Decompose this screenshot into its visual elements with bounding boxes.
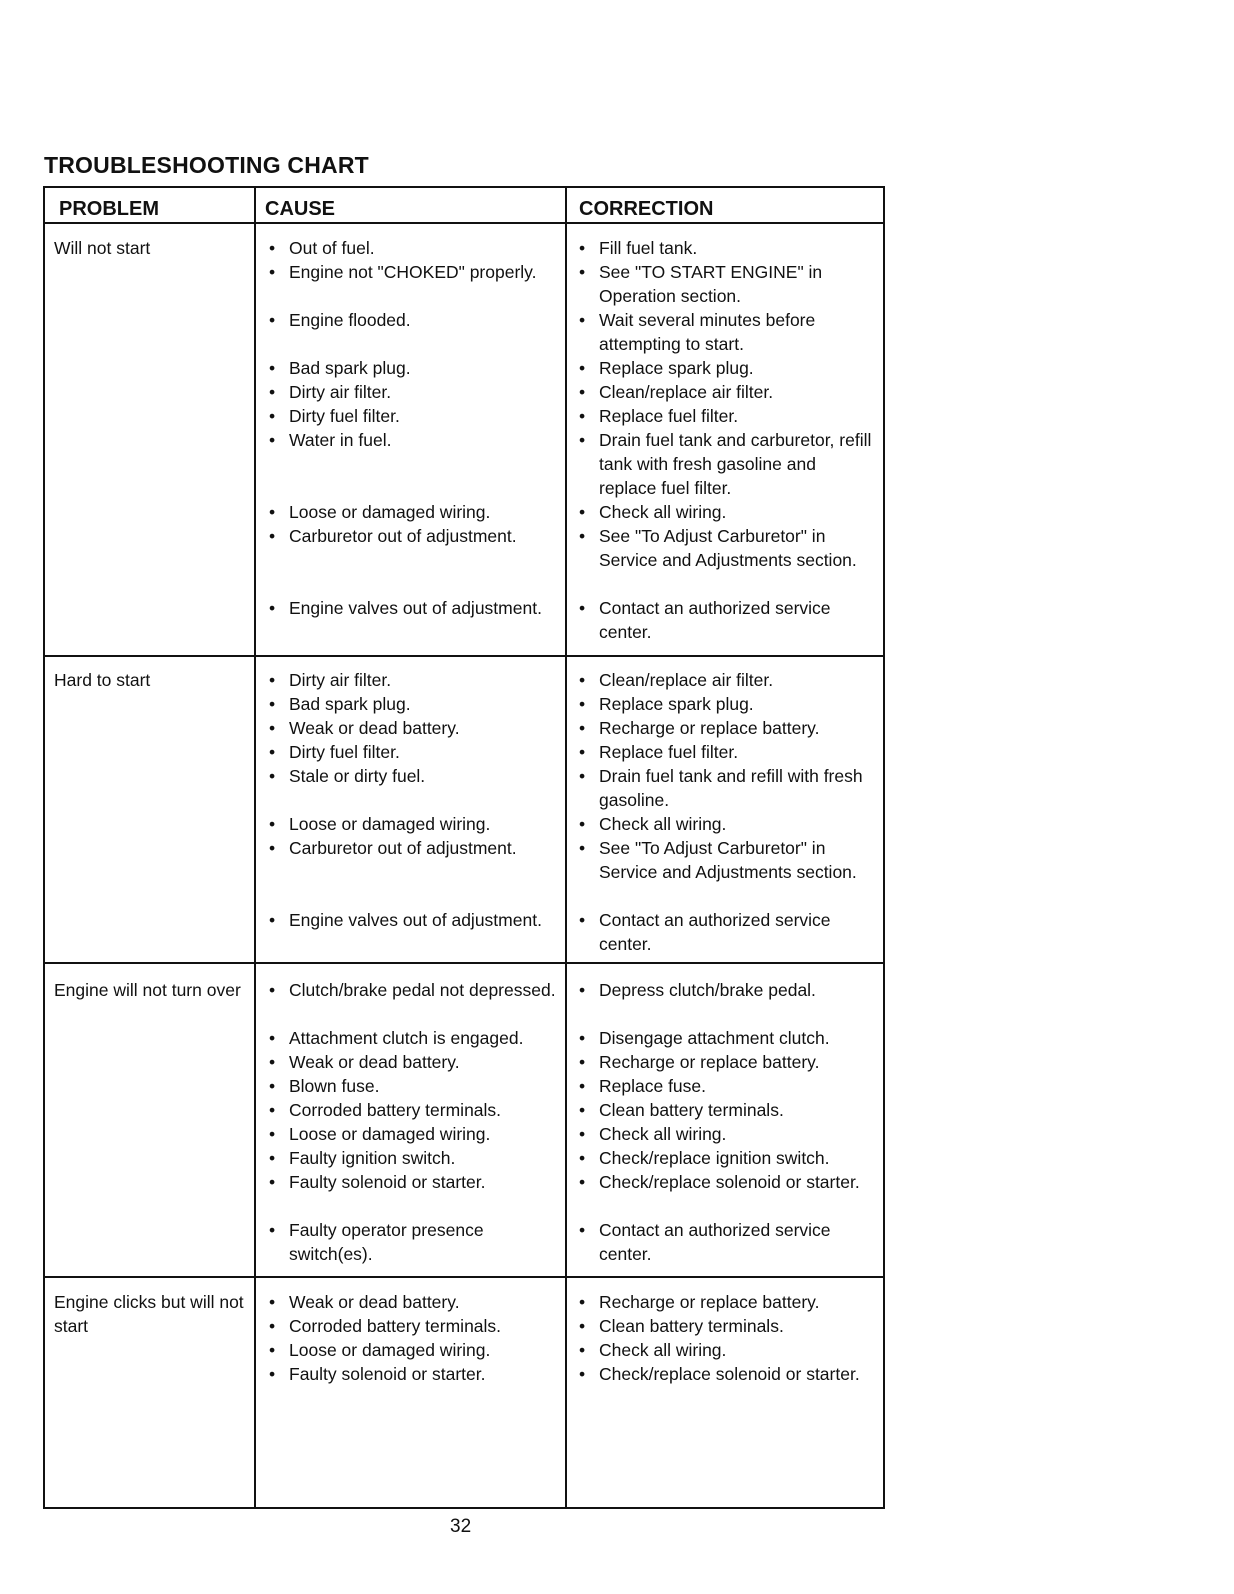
bullet-icon: • — [269, 1124, 276, 1144]
list-item: • Corroded battery terminals. — [269, 1316, 502, 1336]
list-item: • See "To Adjust Carburetor" in Service and Adjustments section. — [579, 838, 857, 882]
bullet-icon: • — [269, 980, 276, 1000]
cause-list — [265, 668, 565, 958]
list-item: • Recharge or replace battery. — [579, 718, 820, 738]
list-item: • Corroded battery terminals. — [269, 1100, 502, 1120]
bullet-icon: • — [579, 1028, 586, 1048]
bullet-icon: • — [269, 814, 276, 834]
list-item: • Replace fuel filter. — [579, 742, 739, 762]
bullet-icon: • — [269, 694, 276, 714]
list-item: • Attachment clutch is engaged. — [269, 1028, 524, 1048]
bullet-icon: • — [579, 262, 586, 282]
list-item: • Engine valves out of adjustment. — [269, 598, 542, 618]
list-item: • Carburetor out of adjustment. — [269, 526, 517, 546]
bullet-icon: • — [269, 1028, 276, 1048]
list-item: • Check all wiring. — [579, 502, 727, 522]
list-item: • Dirty fuel filter. — [269, 742, 400, 762]
cause-list — [265, 236, 565, 646]
list-item: • Fill fuel tank. — [579, 238, 698, 258]
list-item: • Faulty operator presence switch(es). — [269, 1220, 484, 1264]
bullet-icon: • — [269, 1172, 276, 1192]
page-number: 32 — [450, 1516, 472, 1537]
list-item: • Recharge or replace battery. — [579, 1292, 820, 1312]
list-item: • Recharge or replace battery. — [579, 1052, 820, 1072]
bullet-icon: • — [269, 310, 276, 330]
bullet-icon: • — [269, 1076, 276, 1096]
column-divider — [565, 188, 567, 1507]
bullet-icon: • — [579, 1148, 586, 1168]
list-item: • Clean battery terminals. — [579, 1316, 784, 1336]
header-problem: PROBLEM — [59, 198, 159, 220]
list-item: • Weak or dead battery. — [269, 1292, 460, 1312]
list-item: • Weak or dead battery. — [269, 1052, 460, 1072]
list-item: • Replace fuel filter. — [579, 406, 739, 426]
row-divider — [45, 1276, 883, 1278]
bullet-icon: • — [269, 238, 276, 258]
bullet-icon: • — [269, 502, 276, 522]
list-item: • Depress clutch/brake pedal. — [579, 980, 816, 1000]
problem-hard-to-start: Hard to start — [54, 670, 151, 690]
bullet-icon: • — [269, 1052, 276, 1072]
list-item: • Replace spark plug. — [579, 358, 754, 378]
bullet-icon: • — [269, 1364, 276, 1384]
correction-list — [575, 1290, 875, 1490]
list-item: • Blown fuse. — [269, 1076, 380, 1096]
problem-engine-clicks-but-will-not-start: Engine clicks but will not start — [54, 1292, 244, 1336]
correction-list — [575, 668, 875, 958]
column-divider — [254, 188, 256, 1507]
bullet-icon: • — [269, 1316, 276, 1336]
chart-title: TROUBLESHOOTING CHART — [44, 152, 369, 178]
bullet-icon: • — [269, 910, 276, 930]
bullet-icon: • — [269, 766, 276, 786]
list-item: • Faulty solenoid or starter. — [269, 1364, 486, 1384]
bullet-icon: • — [579, 382, 586, 402]
bullet-icon: • — [579, 694, 586, 714]
bullet-icon: • — [579, 1100, 586, 1120]
list-item: • Loose or damaged wiring. — [269, 1124, 491, 1144]
list-item: • Drain fuel tank and carburetor, refill tank with fresh gasoline and replace fuel filter. — [579, 430, 872, 498]
list-item: • Disengage attachment clutch. — [579, 1028, 830, 1048]
list-item: • Engine valves out of adjustment. — [269, 910, 542, 930]
problem-will-not-start: Will not start — [54, 238, 151, 258]
bullet-icon: • — [269, 526, 276, 546]
list-item: • Check/replace solenoid or starter. — [579, 1364, 860, 1384]
list-item: • Clean battery terminals. — [579, 1100, 784, 1120]
list-item: • Wait several minutes before attempting to start. — [579, 310, 816, 354]
list-item: • Clean/replace air filter. — [579, 670, 774, 690]
list-item: • Check all wiring. — [579, 1124, 727, 1144]
bullet-icon: • — [269, 838, 276, 858]
cause-list — [265, 978, 565, 1268]
list-item: • Engine not "CHOKED" properly. — [269, 262, 537, 282]
bullet-icon: • — [579, 1124, 586, 1144]
bullet-icon: • — [579, 766, 586, 786]
correction-list — [575, 236, 875, 646]
bullet-icon: • — [269, 262, 276, 282]
list-item: • Replace spark plug. — [579, 694, 754, 714]
bullet-icon: • — [269, 670, 276, 690]
bullet-icon: • — [579, 814, 586, 834]
list-item: • Bad spark plug. — [269, 358, 411, 378]
bullet-icon: • — [579, 430, 586, 450]
bullet-icon: • — [269, 1148, 276, 1168]
bullet-icon: • — [579, 838, 586, 858]
row-divider — [45, 655, 883, 657]
bullet-icon: • — [579, 598, 586, 618]
list-item: • Engine flooded. — [269, 310, 411, 330]
bullet-icon: • — [269, 742, 276, 762]
list-item: • Replace fuse. — [579, 1076, 707, 1096]
bullet-icon: • — [269, 1340, 276, 1360]
bullet-icon: • — [579, 910, 586, 930]
bullet-icon: • — [579, 1292, 586, 1312]
bullet-icon: • — [579, 1172, 586, 1192]
list-item: • Check/replace solenoid or starter. — [579, 1172, 860, 1192]
bullet-icon: • — [579, 1316, 586, 1336]
header-divider — [45, 222, 883, 224]
bullet-icon: • — [579, 1076, 586, 1096]
bullet-icon: • — [579, 1364, 586, 1384]
list-item: • Check/replace ignition switch. — [579, 1148, 830, 1168]
list-item: • Bad spark plug. — [269, 694, 411, 714]
list-item: • Check all wiring. — [579, 814, 727, 834]
bullet-icon: • — [579, 742, 586, 762]
bullet-icon: • — [579, 526, 586, 546]
bullet-icon: • — [269, 598, 276, 618]
bullet-icon: • — [579, 1052, 586, 1072]
bullet-icon: • — [579, 358, 586, 378]
list-item: • Contact an authorized service center. — [579, 1220, 831, 1264]
bullet-icon: • — [579, 670, 586, 690]
list-item: • Dirty air filter. — [269, 670, 392, 690]
bullet-icon: • — [579, 980, 586, 1000]
list-item: • Dirty air filter. — [269, 382, 392, 402]
list-item: • Contact an authorized service center. — [579, 598, 831, 642]
troubleshooting-table — [43, 186, 885, 1509]
list-item: • Clean/replace air filter. — [579, 382, 774, 402]
list-item: • Carburetor out of adjustment. — [269, 838, 517, 858]
list-item: • Drain fuel tank and refill with fresh gasoline. — [579, 766, 863, 810]
bullet-icon: • — [269, 382, 276, 402]
bullet-icon: • — [269, 718, 276, 738]
bullet-icon: • — [269, 1220, 276, 1240]
list-item: • Loose or damaged wiring. — [269, 1340, 491, 1360]
header-cause: CAUSE — [265, 198, 336, 220]
list-item: • Faulty ignition switch. — [269, 1148, 456, 1168]
header-correction: CORRECTION — [579, 198, 714, 220]
list-item: • Loose or damaged wiring. — [269, 814, 491, 834]
list-item: • Dirty fuel filter. — [269, 406, 400, 426]
bullet-icon: • — [269, 358, 276, 378]
row-divider — [45, 962, 883, 964]
list-item: • Water in fuel. — [269, 430, 392, 450]
correction-list — [575, 978, 875, 1268]
bullet-icon: • — [579, 238, 586, 258]
bullet-icon: • — [579, 1220, 586, 1240]
list-item: • Loose or damaged wiring. — [269, 502, 491, 522]
list-item: • Clutch/brake pedal not depressed. — [269, 980, 556, 1000]
bullet-icon: • — [579, 502, 586, 522]
bullet-icon: • — [269, 430, 276, 450]
bullet-icon: • — [579, 1340, 586, 1360]
list-item: • Weak or dead battery. — [269, 718, 460, 738]
bullet-icon: • — [579, 718, 586, 738]
cause-list — [265, 1290, 565, 1490]
list-item: • See "To Adjust Carburetor" in Service and Adjustments section. — [579, 526, 857, 570]
problem-engine-will-not-turn-over: Engine will not turn over — [54, 980, 241, 1000]
bullet-icon: • — [269, 406, 276, 426]
list-item: • Out of fuel. — [269, 238, 375, 258]
list-item: • See "TO START ENGINE" in Operation section. — [579, 262, 823, 306]
list-item: • Check all wiring. — [579, 1340, 727, 1360]
bullet-icon: • — [579, 310, 586, 330]
bullet-icon: • — [579, 406, 586, 426]
bullet-icon: • — [269, 1292, 276, 1312]
list-item: • Stale or dirty fuel. — [269, 766, 426, 786]
list-item: • Faulty solenoid or starter. — [269, 1172, 486, 1192]
bullet-icon: • — [269, 1100, 276, 1120]
list-item: • Contact an authorized service center. — [579, 910, 831, 954]
